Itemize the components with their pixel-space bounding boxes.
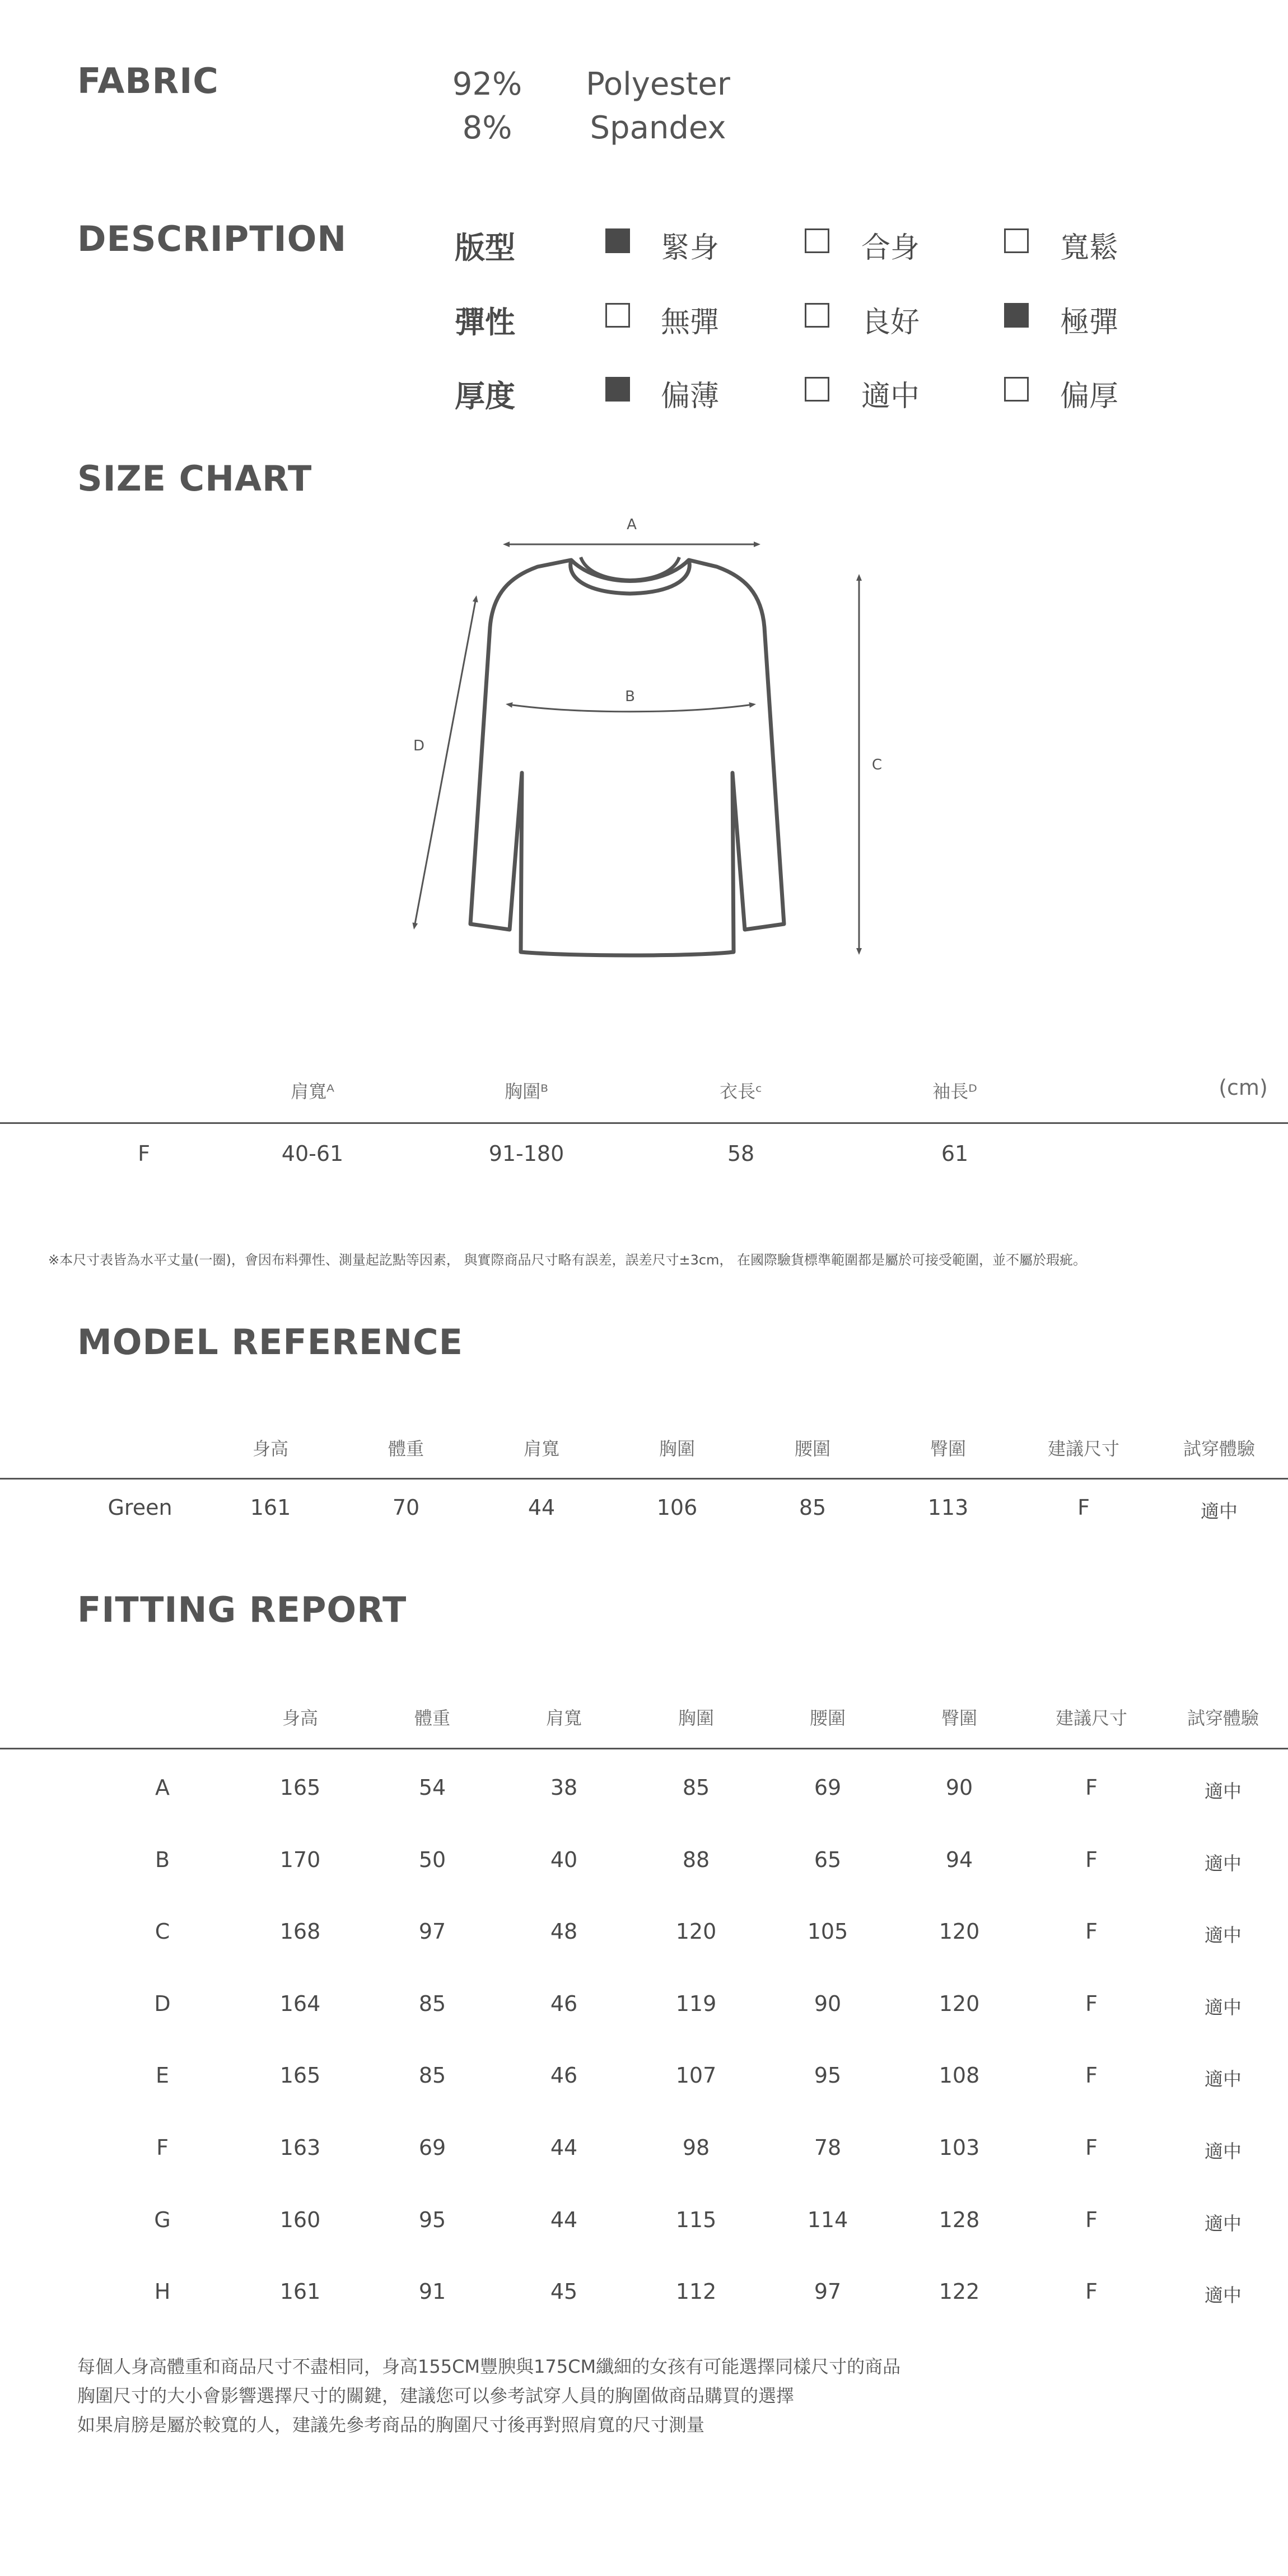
fitting-cell: 40 (550, 1847, 578, 1872)
fitting-cell: 95 (418, 2208, 446, 2232)
model-cell: 44 (528, 1495, 556, 1520)
model-header: 體重 (388, 1438, 424, 1459)
model-cell: 85 (799, 1495, 827, 1520)
checkbox-thin (605, 377, 630, 402)
footer-line: 如果肩膀是屬於較寬的人，建議先參考商品的胸圍尺寸後再對照肩寬的尺寸測量 (77, 2414, 705, 2435)
fitting-cell: 48 (550, 1919, 578, 1944)
fitting-cell: 46 (550, 2063, 578, 2088)
option-tight: 緊身 (661, 231, 720, 265)
fitting-cell: 適中 (1205, 1780, 1242, 1802)
fitting-cell: 38 (550, 1775, 578, 1800)
size-chart-title: SIZE CHART (77, 458, 312, 499)
fabric-material-2: Spandex (590, 110, 726, 146)
model-cell: 161 (250, 1495, 291, 1520)
model-header: 建議尺寸 (1047, 1438, 1119, 1459)
fitting-cell: F (1085, 2135, 1098, 2160)
option-medium: 適中 (861, 380, 920, 413)
tester-name: E (155, 2063, 169, 2088)
fitting-cell: F (1085, 1919, 1098, 1944)
checkbox-regular (805, 228, 829, 253)
fitting-cell: 91 (418, 2279, 446, 2304)
fitting-cell: 160 (279, 2208, 321, 2232)
fitting-cell: 46 (550, 1991, 578, 2016)
fitting-cell: 128 (939, 2208, 980, 2232)
model-header: 胸圍 (659, 1438, 695, 1459)
fitting-cell: F (1085, 2063, 1098, 2088)
model-cell: 106 (656, 1495, 698, 1520)
model-cell: 適中 (1201, 1500, 1238, 1522)
fitting-cell: 168 (279, 1919, 321, 1944)
model-cell: F (1077, 1495, 1090, 1520)
fitting-cell: 85 (418, 1991, 446, 2016)
fitting-cell: 90 (945, 1775, 973, 1800)
fitting-cell: 105 (807, 1919, 848, 1944)
measurement-note: ※本尺寸表皆為水平丈量(一圈)，會因布料彈性、測量起訖點等因素， 與實際商品尺寸略有誤差，誤差尺寸±3cm， 在國際驗貨標準範圍都是屬於可接受範圍，並不屬於瑕疵。 (48, 1252, 1087, 1268)
fitting-cell: 適中 (1205, 1924, 1242, 1946)
stretch-label: 彈性 (455, 305, 515, 340)
checkbox-high-stretch (1004, 303, 1029, 328)
fitting-cell: 45 (550, 2279, 578, 2304)
checkbox-no-stretch (605, 303, 630, 328)
option-thin: 偏薄 (661, 380, 720, 413)
fitting-cell: 94 (945, 1847, 973, 1872)
tester-name: B (155, 1847, 170, 1872)
fitting-cell: 適中 (1205, 2068, 1242, 2090)
tester-name: H (154, 2279, 171, 2304)
tester-name: F (156, 2135, 169, 2160)
fitting-cell: F (1085, 2208, 1098, 2232)
fitting-cell: 69 (418, 2135, 446, 2160)
model-reference-title: MODEL REFERENCE (77, 1322, 463, 1362)
fitting-header: 腰圍 (809, 1707, 846, 1729)
fitting-header: 肩寬 (545, 1707, 582, 1729)
label-d: D (413, 738, 425, 754)
label-c: C (871, 757, 883, 773)
fitting-cell: 65 (814, 1847, 842, 1872)
footer-line: 每個人身高體重和商品尺寸不盡相同，身高155CM豐腴與175CM纖細的女孩有可能選擇同樣尺寸的商品 (77, 2356, 901, 2377)
fitting-cell: 164 (279, 1991, 321, 2016)
fitting-cell: 78 (814, 2135, 842, 2160)
value-length: 58 (727, 1141, 755, 1166)
footer-line: 胸圍尺寸的大小會影響選擇尺寸的關鍵，建議您可以參考試穿人員的胸圍做商品購買的選擇 (77, 2385, 795, 2406)
header-chest: 胸圍ᴮ (505, 1081, 548, 1102)
chest-arrow (508, 704, 753, 712)
sleeve-arrow (414, 598, 476, 927)
value-sleeve: 61 (941, 1141, 969, 1166)
fitting-cell: 適中 (1205, 1996, 1242, 2018)
model-header: 腰圍 (794, 1438, 830, 1459)
option-regular: 合身 (861, 231, 920, 265)
fitting-header: 身高 (282, 1707, 318, 1729)
header-length: 衣長ᶜ (720, 1081, 762, 1102)
fitting-cell: 120 (675, 1919, 717, 1944)
fitting-cell: 119 (675, 1991, 717, 2016)
fitting-cell: F (1085, 2279, 1098, 2304)
shirt-outline (470, 560, 784, 955)
value-shoulder: 40-61 (281, 1141, 344, 1166)
option-good-stretch: 良好 (861, 306, 920, 339)
fitting-cell: 85 (418, 2063, 446, 2088)
fitting-cell: F (1085, 1775, 1098, 1800)
fit-label: 版型 (455, 230, 515, 265)
fitting-cell: 165 (279, 2063, 321, 2088)
model-header: 肩寬 (523, 1438, 559, 1459)
fitting-cell: 適中 (1205, 1852, 1242, 1874)
size-label: F (138, 1141, 150, 1166)
fitting-cell: 170 (279, 1847, 321, 1872)
fitting-cell: 95 (814, 2063, 842, 2088)
fitting-header: 胸圍 (678, 1707, 714, 1729)
tester-name: D (154, 1991, 171, 2016)
fitting-cell: 54 (418, 1775, 446, 1800)
fabric-material-1: Polyester (586, 66, 730, 102)
fitting-cell: 97 (418, 1919, 446, 1944)
fitting-header: 試穿體驗 (1187, 1707, 1259, 1729)
checkbox-tight (605, 228, 630, 253)
tester-name: G (154, 2208, 171, 2232)
fitting-cell: F (1085, 1847, 1098, 1872)
tester-name: A (155, 1775, 170, 1800)
garment-diagram (392, 504, 896, 974)
checkbox-medium (805, 377, 829, 402)
fitting-cell: 98 (682, 2135, 710, 2160)
fitting-cell: 107 (675, 2063, 717, 2088)
label-b: B (625, 688, 635, 705)
checkbox-thick (1004, 377, 1029, 402)
fabric-title: FABRIC (77, 60, 219, 101)
fitting-cell: 163 (279, 2135, 321, 2160)
model-table-rule (0, 1478, 1288, 1480)
option-thick: 偏厚 (1060, 380, 1119, 413)
fitting-cell: 108 (939, 2063, 980, 2088)
label-a: A (627, 516, 637, 533)
model-header: 身高 (252, 1438, 288, 1459)
fitting-cell: 適中 (1205, 2284, 1242, 2306)
fitting-cell: 103 (939, 2135, 980, 2160)
fitting-cell: 適中 (1205, 2213, 1242, 2234)
model-cell: 70 (392, 1495, 420, 1520)
checkbox-loose (1004, 228, 1029, 253)
option-no-stretch: 無彈 (661, 306, 720, 339)
size-table-rule (0, 1122, 1288, 1124)
option-high-stretch: 極彈 (1060, 306, 1119, 339)
fitting-cell: 44 (550, 2135, 578, 2160)
fitting-cell: 165 (279, 1775, 321, 1800)
fitting-cell: 適中 (1205, 2140, 1242, 2162)
fitting-cell: 90 (814, 1991, 842, 2016)
fitting-cell: 120 (939, 1991, 980, 2016)
tester-name: C (155, 1919, 170, 1944)
description-title: DESCRIPTION (77, 218, 347, 259)
model-name: Green (108, 1495, 172, 1520)
fitting-cell: 85 (682, 1775, 710, 1800)
fitting-cell: 69 (814, 1775, 842, 1800)
fitting-cell: F (1085, 1991, 1098, 2016)
fitting-cell: 50 (418, 1847, 446, 1872)
fitting-cell: 97 (814, 2279, 842, 2304)
unit-label: (cm) (1219, 1075, 1268, 1100)
fitting-cell: 88 (682, 1847, 710, 1872)
fitting-header: 臀圍 (941, 1707, 977, 1729)
header-sleeve: 袖長ᴰ (932, 1081, 977, 1102)
fitting-cell: 120 (939, 1919, 980, 1944)
fitting-header: 建議尺寸 (1055, 1707, 1127, 1729)
fitting-table-rule (0, 1748, 1288, 1749)
model-header: 試穿體驗 (1183, 1438, 1255, 1459)
fitting-cell: 115 (675, 2208, 717, 2232)
header-shoulder: 肩寬ᴬ (291, 1081, 334, 1102)
fitting-cell: 122 (939, 2279, 980, 2304)
thickness-label: 厚度 (455, 379, 515, 414)
model-header: 臀圍 (930, 1438, 966, 1459)
fabric-percent-1: 92% (452, 66, 522, 102)
option-loose: 寬鬆 (1060, 231, 1119, 265)
fitting-report-title: FITTING REPORT (77, 1589, 407, 1630)
fitting-header: 體重 (414, 1707, 450, 1729)
fitting-cell: 161 (279, 2279, 321, 2304)
value-chest: 91-180 (488, 1141, 564, 1166)
fitting-cell: 114 (807, 2208, 848, 2232)
neckline (571, 560, 690, 594)
fabric-percent-2: 8% (462, 110, 512, 146)
model-cell: 113 (927, 1495, 969, 1520)
fitting-cell: 44 (550, 2208, 578, 2232)
checkbox-good-stretch (805, 303, 829, 328)
fitting-cell: 112 (675, 2279, 717, 2304)
